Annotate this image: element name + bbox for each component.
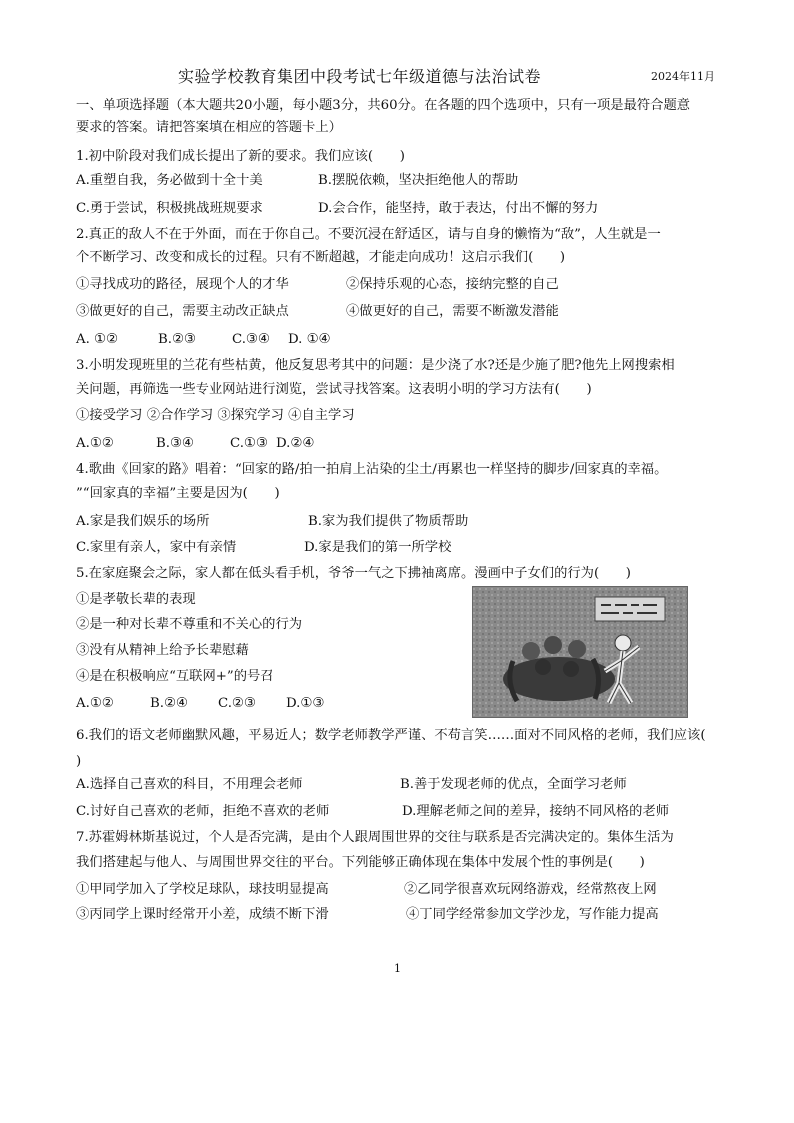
q4-option-b: B.家为我们提供了物质帮助: [308, 514, 469, 529]
q6-option-a: A.选择自己喜欢的科目，不用理会老师: [76, 777, 303, 792]
q7-stem-line-1: 7.苏霍姆林斯基说过，个人是否完满，是由个人跟周围世界的交往与联系是否完满决定的。集体生活为: [76, 830, 674, 845]
q7-statement-3: ③丙同学上课时经常开小差，成绩不断下滑: [76, 907, 329, 922]
q3-option-c: C.①③: [230, 436, 268, 451]
q3-option-a: A.①②: [76, 436, 114, 451]
q4-option-c: C.家里有亲人，家中有亲情: [76, 540, 237, 555]
q2-option-b: B.②③: [158, 332, 196, 347]
q4-stem-line-1: 4.歌曲《回家的路》唱着：“回家的路/拍一拍肩上沾染的尘土/再累也一样坚持的脚步/回家真的幸福。: [76, 462, 668, 477]
q2-statement-1: ①寻找成功的路径，展现个人的才华: [76, 277, 289, 292]
q7-statement-1: ①甲同学加入了学校足球队，球技明显提高: [76, 882, 329, 897]
q5-statement-1: ①是孝敬长辈的表现: [76, 592, 196, 607]
q2-option-c: C.③④: [232, 332, 270, 347]
q6-option-c: C.讨好自己喜欢的老师，拒绝不喜欢的老师: [76, 804, 330, 819]
exam-date: 2024年11月: [651, 70, 715, 83]
cartoon-illustration: [473, 587, 687, 717]
q5-option-d: D.①③: [286, 696, 325, 711]
q5-statement-3: ③没有从精神上给予长辈慰藉: [76, 643, 249, 658]
section-instruction-line-1: 一、单项选择题（本大题共20小题，每小题3分，共60分。在各题的四个选项中，只有一项是最符合题意: [76, 98, 691, 113]
q5-option-b: B.②④: [150, 696, 188, 711]
q2-option-d: D. ①④: [288, 332, 331, 347]
q5-option-c: C.②③: [218, 696, 256, 711]
q5-statement-4: ④是在积极响应“互联网+”的号召: [76, 669, 274, 684]
q1-stem: 1.初中阶段对我们成长提出了新的要求。我们应该( ): [76, 149, 405, 164]
page-title: 实验学校教育集团中段考试七年级道德与法治试卷: [178, 67, 542, 86]
q3-statements: ①接受学习 ②合作学习 ③探究学习 ④自主学习: [76, 408, 355, 423]
q7-statement-2: ②乙同学很喜欢玩网络游戏，经常熬夜上网: [404, 882, 657, 897]
q1-option-a: A.重塑自我，务必做到十全十美: [76, 173, 263, 188]
q2-stem-line-2: 个不断学习、改变和成长的过程。只有不断超越，才能走向成功！这启示我们( ): [76, 250, 566, 265]
q2-statement-2: ②保持乐观的心态，接纳完整的自己: [346, 277, 559, 292]
q6-option-d: D.理解老师之间的差异，接纳不同风格的老师: [402, 804, 670, 819]
q6-stem-line-2: ): [76, 754, 82, 769]
section-instruction-line-2: 要求的答案。请把答案填在相应的答题卡上）: [76, 120, 342, 135]
q4-option-d: D.家是我们的第一所学校: [304, 540, 452, 555]
q3-option-d: D.②④: [276, 436, 315, 451]
q7-statement-4: ④丁同学经常参加文学沙龙，写作能力提高: [406, 907, 659, 922]
q2-stem-line-1: 2.真正的敌人不在于外面，而在于你自己。不要沉浸在舒适区，请与自身的懒惰为“敌”，人生就是一: [76, 227, 661, 242]
q2-statement-4: ④做更好的自己，需要不断激发潜能: [346, 304, 559, 319]
q5-statement-2: ②是一种对长辈不尊重和不关心的行为: [76, 617, 303, 632]
q3-stem-line-1: 3.小明发现班里的兰花有些枯黄，他反复思考其中的问题：是少浇了水?还是少施了肥?他先上网搜索相: [76, 358, 675, 373]
q1-option-d: D.会合作，能坚持，敢于表达，付出不懈的努力: [318, 201, 599, 216]
family-cartoon-image: [472, 586, 688, 718]
q2-option-a: A. ①②: [76, 332, 118, 347]
q1-option-b: B.摆脱依赖，坚决拒绝他人的帮助: [318, 173, 519, 188]
q1-option-c: C.勇于尝试，积极挑战班规要求: [76, 201, 263, 216]
q5-stem: 5.在家庭聚会之际，家人都在低头看手机，爷爷一气之下拂袖离席。漫画中子女们的行为( ): [76, 566, 631, 581]
q6-option-b: B.善于发现老师的优点，全面学习老师: [400, 777, 627, 792]
q3-stem-line-2: 关问题，再筛选一些专业网站进行浏览，尝试寻找答案。这表明小明的学习方法有( ): [76, 382, 592, 397]
page-number: 1: [394, 962, 401, 975]
q5-option-a: A.①②: [76, 696, 114, 711]
q2-statement-3: ③做更好的自己，需要主动改正缺点: [76, 304, 289, 319]
q4-stem-line-2: ”“回家真的幸福”主要是因为( ): [76, 486, 280, 501]
q3-option-b: B.③④: [156, 436, 194, 451]
q4-option-a: A.家是我们娱乐的场所: [76, 514, 210, 529]
q6-stem-line-1: 6.我们的语文老师幽默风趣，平易近人；数学老师教学严谨、不苟言笑……面对不同风格的老师，我们应该(: [76, 728, 706, 743]
q7-stem-line-2: 我们搭建起与他人、与周围世界交往的平台。下列能够正确体现在集体中发展个性的事例是( ): [76, 855, 645, 870]
